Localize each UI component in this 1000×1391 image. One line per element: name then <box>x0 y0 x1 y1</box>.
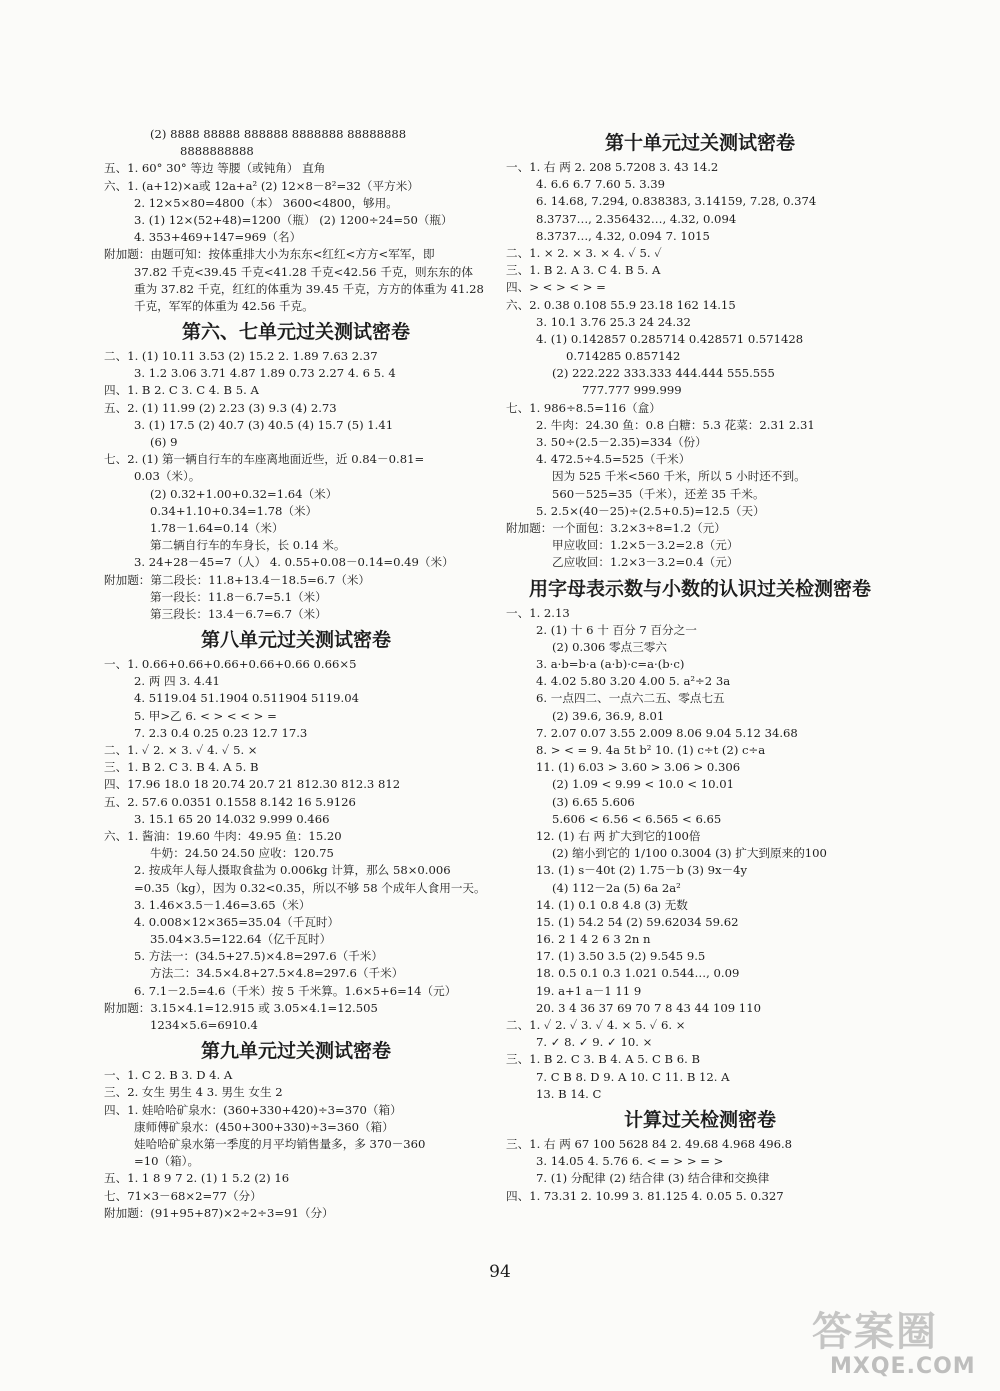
answer-line: 4. 4.02 5.80 3.20 4.00 5. a²÷2 3a <box>536 674 731 689</box>
answer-line: 3. 15.1 65 20 14.032 9.999 0.466 <box>134 811 330 826</box>
answer-line: 3. 50÷(2.5－2.35)=334（份） <box>536 435 707 449</box>
answer-line: (4) 112－2a (5) 6a 2a² <box>552 880 681 895</box>
answer-line: 五、1. 1 8 9 7 2. (1) 1 5.2 (2) 16 <box>104 1171 290 1186</box>
answer-line: 5. 2.5×(40－25)÷(2.5+0.5)=12.5（天） <box>536 503 765 518</box>
answer-line: 3. a·b=b·a (a·b)·c=a·(b·c) <box>536 657 685 672</box>
answer-line: 7. (1) 分配律 (2) 结合律 (3) 结合律和交换律 <box>536 1171 770 1186</box>
answer-line: 2. 两 四 3. 4.41 <box>134 674 220 689</box>
answer-line: 0.714285 0.857142 <box>566 349 681 364</box>
answer-line: 四、1. 娃哈哈矿泉水：(360+330+420)÷3=370（箱） <box>104 1102 402 1117</box>
answer-line: 4. 0.008×12×365=35.04（千瓦时） <box>134 914 340 929</box>
answer-line: 二、1. (1) 10.11 3.53 (2) 15.2 2. 1.89 7.63 2.37 <box>104 349 378 364</box>
answer-line: 乙应收回：1.2×3－3.2=0.4（元） <box>552 555 739 570</box>
answer-line: 13. (1) s－40t (2) 1.75－b (3) 9x－4y <box>536 863 748 878</box>
answer-line: 4. 353+469+147=969（名） <box>134 230 302 245</box>
answer-line: =10（箱）。 <box>134 1154 200 1169</box>
answer-line: 35.04×3.5=122.64（亿千瓦时） <box>150 932 332 947</box>
answer-line: 娃哈哈矿泉水第一季度的月平均销售量多，多 370－360 <box>134 1136 426 1151</box>
page-number: 94 <box>489 1262 511 1282</box>
section-heading: 第八单元过关测试密卷 <box>200 629 391 652</box>
section-heading: 第十单元过关测试密卷 <box>604 132 795 154</box>
right-answer-column <box>506 126 894 1205</box>
answer-line: 第三段长：13.4－6.7=6.7（米） <box>150 606 327 621</box>
answer-line: 8.3737…, 2.356432…, 4.32, 0.094 <box>536 211 737 226</box>
answer-line: 二、1. ✓ 2. × 3. ✓ 4. ✓ 5. × <box>104 743 258 757</box>
answer-line: 1234×5.6=6910.4 <box>150 1018 258 1032</box>
answer-line: 附加题：(91+95+87)×2÷2÷3=91（分） <box>104 1205 334 1220</box>
answer-line: 3. 14.05 4. 5.76 6. < = > > = > <box>536 1154 724 1169</box>
answer-line: 4. 6.6 6.7 7.60 5. 3.39 <box>536 177 666 192</box>
answer-line: (2) 0.306 零点三零六 <box>552 639 667 654</box>
answer-line: (6) 9 <box>150 435 178 449</box>
answer-line: 3. (1) 17.5 (2) 40.7 (3) 40.5 (4) 15.7 (5) 1.41 <box>134 417 394 432</box>
answer-line: =0.35（kg），因为 0.32<0.35，所以不够 58 个成年人食用一天。 <box>134 880 486 895</box>
answer-line: 七、71×3－68×2=77（分） <box>104 1188 262 1203</box>
section-heading: 第六、七单元过关测试密卷 <box>181 321 410 344</box>
answer-line: 8888888888 <box>180 144 254 159</box>
answer-line: 3. 1.46×3.5－1.46=3.65（米） <box>134 897 311 912</box>
answer-line: 11. (1) 6.03 > 3.60 > 3.06 > 0.306 <box>536 760 741 775</box>
answer-line: 4. (1) 0.142857 0.285714 0.428571 0.571428 <box>536 331 804 346</box>
answer-line: 0.34+1.10+0.34=1.78（米） <box>150 503 318 518</box>
answer-line: 牛奶：24.50 24.50 应收：120.75 <box>150 846 334 861</box>
answer-line: 37.82 千克<39.45 千克<41.28 千克<42.56 千克，则东东的体 <box>134 264 473 279</box>
answer-line: 5. 方法一：(34.5+27.5)×4.8=297.6（千米） <box>134 949 383 964</box>
answer-line: 560－525=35（千米），还差 35 千米。 <box>552 486 765 501</box>
answer-line: 3. 1.2 3.06 3.71 4.87 1.89 0.73 2.27 4. 6 5. 4 <box>134 366 396 381</box>
answer-line: (2) 39.6, 36.9, 8.01 <box>552 708 665 723</box>
answer-line: 2. 12×5×80=4800（本） 3600<4800，够用。 <box>134 195 398 210</box>
answer-line: 20. 3 4 36 37 69 70 7 8 43 44 109 110 <box>536 1000 761 1015</box>
answer-line: 附加题：一个面包：3.2×3÷8=1.2（元） <box>506 520 726 535</box>
answer-line: (2) 1.09 < 9.99 < 10.0 < 10.01 <box>552 777 734 792</box>
answer-line: 四、1. B 2. C 3. C 4. B 5. A <box>104 383 259 398</box>
answer-line: 3. 10.1 3.76 25.3 24 24.32 <box>536 314 691 329</box>
answer-line: 康师傅矿泉水：(450+300+330)÷3=360（箱） <box>134 1119 394 1134</box>
answer-line: 第二辆自行车的车身长，长 0.14 米。 <box>150 538 346 553</box>
answer-line: 2. 牛肉：24.30 鱼：0.8 白糖：5.3 花菜：2.31 2.31 <box>536 417 815 432</box>
answer-line: 1.78－1.64=0.14（米） <box>150 520 284 535</box>
answer-line: 三、1. B 2. A 3. C 4. B 5. A <box>506 263 661 278</box>
answer-line: 777.777 999.999 <box>582 383 682 398</box>
answer-line: 附加题：由题可知：按体重排大小为东东<红红<方方<军军，即 <box>104 247 435 262</box>
answer-line: 一、1. C 2. B 3. D 4. A <box>104 1068 233 1083</box>
answer-line: 二、1. ✓ 2. ✓ 3. ✓ 4. × 5. ✓ 6. × <box>506 1018 686 1032</box>
answer-line: 7. C B 8. D 9. A 10. C 11. B 12. A <box>536 1069 730 1084</box>
watermark-url: MXQE.COM <box>830 1354 976 1379</box>
answer-line: 三、1. B 2. C 3. B 4. A 5. B <box>104 760 259 775</box>
answer-line: 3. (1) 12×(52+48)=1200（瓶） (2) 1200÷24=50（瓶） <box>134 212 453 227</box>
answer-line: 7. ✓ 8. ✓ 9. ✓ 10. × <box>536 1035 653 1050</box>
answer-line: 四、> < > < > = <box>506 280 606 295</box>
answer-line: 四、17.96 18.0 18 20.74 20.7 21 812.30 812.3 812 <box>104 777 401 792</box>
answer-line: 六、1. (a+12)×a或 12a+a² (2) 12×8－8²=32（平方米） <box>104 178 419 193</box>
answer-line: 六、1. 酱油：19.60 牛肉：49.95 鱼：15.20 <box>104 828 342 843</box>
answer-line: 2. 按成年人每人摄取食盐为 0.006kg 计算，那么 58×0.006 <box>134 863 451 878</box>
answer-line: 七、1. 986÷8.5=116（盒） <box>506 400 661 415</box>
answer-line: 6. 一点四二、一点六二五、零点七五 <box>536 691 725 706</box>
answer-line: 方法二：34.5×4.8+27.5×4.8=297.6（千米） <box>150 966 404 981</box>
answer-line: 六、2. 0.38 0.108 55.9 23.18 162 14.15 <box>506 297 736 312</box>
answer-line: 二、1. × 2. × 3. × 4. ✓ 5. ✓ <box>506 245 662 260</box>
answer-line: 一、1. 0.66+0.66+0.66+0.66+0.66 0.66×5 <box>104 657 357 672</box>
section-heading: 用字母表示数与小数的认识过关检测密卷 <box>528 577 871 600</box>
answer-line: 三、2. 女生 男生 4 3. 男生 女生 2 <box>104 1085 283 1100</box>
answer-line: 6. 14.68, 7.294, 0.838383, 3.14159, 7.28, 0.374 <box>536 194 817 209</box>
answer-line: (2) 0.32+1.00+0.32=1.64（米） <box>150 486 338 501</box>
answer-line: 五、1. 60° 30° 等边 等腰（或钝角） 直角 <box>104 161 326 176</box>
answer-line: 一、1. 右 两 2. 208 5.7208 3. 43 14.2 <box>506 160 719 174</box>
answer-line: 17. (1) 3.50 3.5 (2) 9.545 9.5 <box>536 949 706 964</box>
answer-line: 七、2. (1) 第一辆自行车的车座离地面近些，近 0.84－0.81= <box>104 452 425 467</box>
answer-line: 2. (1) 十 6 十 百分 7 百分之一 <box>536 622 697 637</box>
answer-line: 5.606 < 6.56 < 6.565 < 6.65 <box>552 811 722 826</box>
answer-line: 6. 7.1－2.5=4.6（千米）按 5 千米算。1.6×5+6=14（元） <box>134 983 457 998</box>
answer-line: 18. 0.5 0.1 0.3 1.021 0.544…, 0.09 <box>536 966 740 981</box>
answer-line: 重为 37.82 千克，红红的体重为 39.45 千克，方方的体重为 41.28 <box>134 281 484 296</box>
answer-line: 附加题：第二段长：11.8+13.4－18.5=6.7（米） <box>104 572 371 587</box>
answer-line: 甲应收回：1.2×5－3.2=2.8（元） <box>552 538 739 553</box>
section-heading: 计算过关检测密卷 <box>623 1108 776 1131</box>
answer-line: 8.3737…, 4.32, 0.094 7. 1015 <box>536 228 710 243</box>
answer-line: 四、1. 73.31 2. 10.99 3. 81.125 4. 0.05 5. 0.327 <box>506 1188 784 1203</box>
answer-line: (2) 缩小到它的 1/100 0.3004 (3) 扩大到原来的100 <box>552 846 827 861</box>
answer-line: 3. 24+28－45=7（人） 4. 0.55+0.08－0.14=0.49（米） <box>134 555 454 570</box>
left-answer-column <box>104 126 488 1222</box>
answer-line: 一、1. 2.13 <box>506 605 570 620</box>
answer-line: 三、1. B 2. C 3. B 4. A 5. C B 6. B <box>506 1052 700 1067</box>
answer-line: (2) 222.222 333.333 444.444 555.555 <box>552 366 775 381</box>
answer-line: 附加题：3.15×4.1=12.915 或 3.05×4.1=12.505 <box>104 1000 378 1015</box>
answer-line: 16. 2 1 4 2 6 3 2n n <box>536 932 651 947</box>
answer-line: 14. (1) 0.1 0.8 4.8 (3) 无数 <box>536 897 688 912</box>
answer-line: (3) 6.65 5.606 <box>552 794 635 809</box>
answer-line: 12. (1) 右 两 扩大到它的100倍 <box>536 828 701 843</box>
answer-line: 5. 甲>乙 6. < > < < > = <box>134 708 277 723</box>
answer-line: 15. (1) 54.2 54 (2) 59.62034 59.62 <box>536 914 739 929</box>
answer-line: 第一段长：11.8－6.7=5.1（米） <box>150 589 327 604</box>
answer-line: (2) 8888 88888 888888 8888888 88888888 <box>150 127 407 141</box>
answer-line: 19. a+1 a－1 11 9 <box>536 983 642 998</box>
answer-line: 13. B 14. C <box>536 1086 602 1101</box>
answer-line: 7. 2.07 0.07 3.55 2.009 8.06 9.04 5.12 34.68 <box>536 725 798 740</box>
watermark-logo-text: 答案圈 <box>812 1309 938 1355</box>
answer-line: 五、2. 57.6 0.0351 0.1558 8.142 16 5.9126 <box>104 794 356 809</box>
answer-line: 4. 472.5÷4.5=525（千米） <box>536 452 691 467</box>
answer-line: 三、1. 右 两 67 100 5628 84 2. 49.68 4.968 496.8 <box>506 1136 793 1151</box>
section-heading: 第九单元过关测试密卷 <box>200 1040 391 1063</box>
answer-line: 7. 2.3 0.4 0.25 0.23 12.7 17.3 <box>134 725 308 740</box>
watermark-logo <box>812 1300 992 1384</box>
answer-line: 因为 525 千米<560 千米，所以 5 小时还不到。 <box>552 469 806 484</box>
answer-line: 4. 5119.04 51.1904 0.511904 5119.04 <box>134 691 359 706</box>
answer-line: 8. > < = 9. 4a 5t b² 10. (1) c÷t (2) c÷a <box>536 743 766 757</box>
answer-line: 千克，军军的体重为 42.56 千克。 <box>134 298 314 313</box>
answer-line: 五、2. (1) 11.99 (2) 2.23 (3) 9.3 (4) 2.73 <box>104 400 337 415</box>
answer-line: 0.03（米）。 <box>134 469 201 484</box>
